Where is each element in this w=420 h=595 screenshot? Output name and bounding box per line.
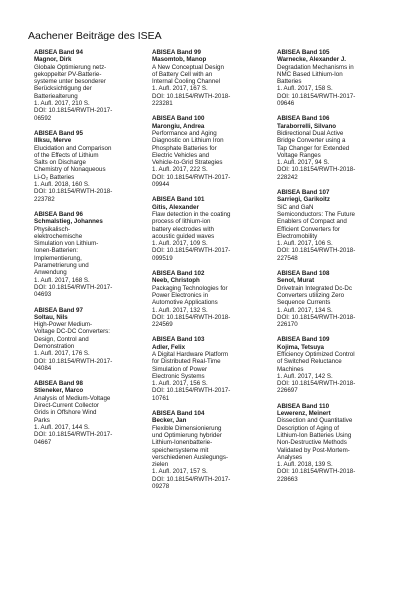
author-name: Neeb, Christoph [152,277,200,285]
author-name: Illksu, Merve [34,137,72,145]
column-2 [152,49,270,498]
book-details: Analysis of Medium-Voltage Direct-Current Collector Grids in Offshore Wind Parks 1. Aufl. 2017, 144 S. DOI: 10.18154/RWTH-2017- 04667 [34,394,113,446]
band-number: ABISEA Band 108 [277,270,330,278]
book-entry [34,211,152,299]
book-entry [277,403,395,483]
book-details: Efficiency Optimized Control of Switched Reluctance Machines 1. Aufl. 2017, 142 S. DOI: 10.18154/RWTH-2018- 226697 [277,350,356,395]
book-details: Flexible Dimensionierung und Optimierung hybrider Lithium-Ionenbatterie- speichersysteme mit verschiedenen Auslegungs- zielen 1. Aufl. 2017, 157 S. DOI: 10.18154/RWTH-2017- 09278 [152,424,231,491]
band-number: ABISEA Band 105 [277,49,330,56]
author-name: Magnor, Dirk [34,56,72,64]
book-entry [152,336,270,402]
book-details: Performance and Aging Diagnostic on Lithium Iron Phosphate Batteries for Electric Vehicles and Vehicle-to-Grid Strategies 1. Aufl. 2017, 222 S. DOI: 10.18154/RWTH-2017- 09944 [152,129,231,189]
book-details: Globale Optimierung netz- gekoppelter PV-Batterie- systeme unter besonderer Berücksichtigung der Batteriealterung 1. Aufl. 2017, 210 S. DOI: 10.18154/RWTH-2017- 06592 [34,63,113,122]
book-entry [277,270,395,328]
book-entry [152,270,270,328]
book-details: Dissection and Quantitative Description of Aging of Lithium-Ion Batteries Using Non-Destructive Methods Validated by Post-Mortem- Analyses 1. Aufl. 2018, 139 S. DOI: 10.18154/RWTH-2018- 228663 [277,417,356,483]
band-number: ABISEA Band 99 [152,49,201,56]
book-entry [277,115,395,181]
author-name: Masomtob, Manop [152,56,207,64]
author-name: Soltau, Nils [34,313,68,321]
author-name: Gitis, Alexander [152,203,199,211]
page-title: Aachener Beiträge des ISEA [28,30,162,42]
author-name: Warnecke, Alexander J. [277,56,347,64]
book-entry [152,410,270,490]
book-entry [277,49,395,107]
author-name: Becker, Jan [152,417,187,425]
author-name: Marongiu, Andrea [152,122,205,130]
band-number: ABISEA Band 94 [34,49,83,56]
author-name: Adler, Felix [152,343,186,351]
band-number: ABISEA Band 95 [34,129,83,137]
band-number: ABISEA Band 98 [34,380,83,388]
band-number: ABISEA Band 110 [277,402,330,410]
book-details: Drivetrain Integrated Dc-Dc Converters utilizing Zero Sequence Currents 1. Aufl. 2017, 134 S. DOI: 10.18154/RWTH-2018- 226170 [277,284,356,329]
band-number: ABISEA Band 102 [152,270,205,278]
band-number: ABISEA Band 109 [277,336,330,344]
column-3 [277,49,395,491]
author-name: Lewerenz, Meinert [277,410,331,418]
book-entry [152,49,270,107]
book-details: A New Conceptual Design of Battery Cell with an Internal Cooling Channel 1. Aufl. 2017, 167 S. DOI: 10.18154/RWTH-2018- 223281 [152,63,231,108]
band-number: ABISEA Band 104 [152,410,205,418]
book-details: Flaw detection in the coating process of lithium-ion battery electrodes with acoustic guided waves 1. Aufl. 2017, 109 S. DOI: 10.18154/RWTH-2017- 099519 [152,210,231,262]
book-entry [152,115,270,188]
column-1 [34,49,152,454]
book-entry [34,380,152,446]
author-name: Sarriegi, Garikoitz [277,196,330,204]
book-details: Degradation Mechanisms in NMC Based Lithium-Ion Batteries 1. Aufl. 2017, 158 S. DOI: 10.18154/RWTH-2017- 09646 [277,63,356,108]
band-number: ABISEA Band 103 [152,336,205,344]
band-number: ABISEA Band 100 [152,115,205,123]
author-name: Senol, Murat [277,277,315,285]
band-number: ABISEA Band 97 [34,306,83,314]
book-details: A Digital Hardware Platform for Distributed Real-Time Simulation of Power Electronic Systems 1. Aufl. 2017, 156 S. DOI: 10.18154/RWTH-2017- 10761 [152,350,231,402]
book-details: Bidirectional Dual Active Bridge Converter using a Tap Changer for Extended Voltage Ranges 1. Aufl. 2017, 94 S. DOI: 10.18154/RWTH-2018- 228242 [277,129,356,181]
book-entry [34,130,152,203]
book-details: Elucidation and Comparison of the Effects of Lithium Salts on Discharge Chemistry of Nonaqueous Li-O₂ Batteries 1. Aufl. 2018, 160 S. DOI: 10.18154/RWTH-2018- 223782 [34,144,113,203]
book-entry [277,189,395,262]
book-entry [152,196,270,262]
author-name: Taraborrelli, Silvano [277,122,337,130]
band-number: ABISEA Band 96 [34,210,83,218]
author-name: Stieneker, Marco [34,387,84,395]
band-number: ABISEA Band 107 [277,189,330,197]
author-name: Kojima, Tetsuya [277,343,324,351]
book-details: Physikalisch- elektrochemische Simulation von Lithium- Ionen-Batterien: Implementierung, Parametrierung und Anwendung 1. Aufl. 2017, 168 S. DOI: 10.18154/RWTH-2017- 04693 [34,225,113,299]
book-entry [34,49,152,122]
band-number: ABISEA Band 101 [152,196,205,204]
author-name: Schmalstieg, Johannes [34,218,103,226]
book-details: SiC and GaN Semiconductors: The Future Enablers of Compact and Efficient Converters for Electromobility 1. Aufl. 2017, 106 S. DOI: 10.18154/RWTH-2018- 227548 [277,203,356,262]
book-details: High-Power Medium- Voltage DC-DC Converters: Design, Control and Demonstration 1. Aufl. 2017, 176 S. DOI: 10.18154/RWTH-2017- 04084 [34,321,113,372]
book-entry [277,336,395,394]
book-entry [34,307,152,373]
book-details: Packaging Technologies for Power Electronics in Automotive Applications 1. Aufl. 2017, 132 S. DOI: 10.18154/RWTH-2018- 224569 [152,284,231,329]
band-number: ABISEA Band 106 [277,115,330,123]
